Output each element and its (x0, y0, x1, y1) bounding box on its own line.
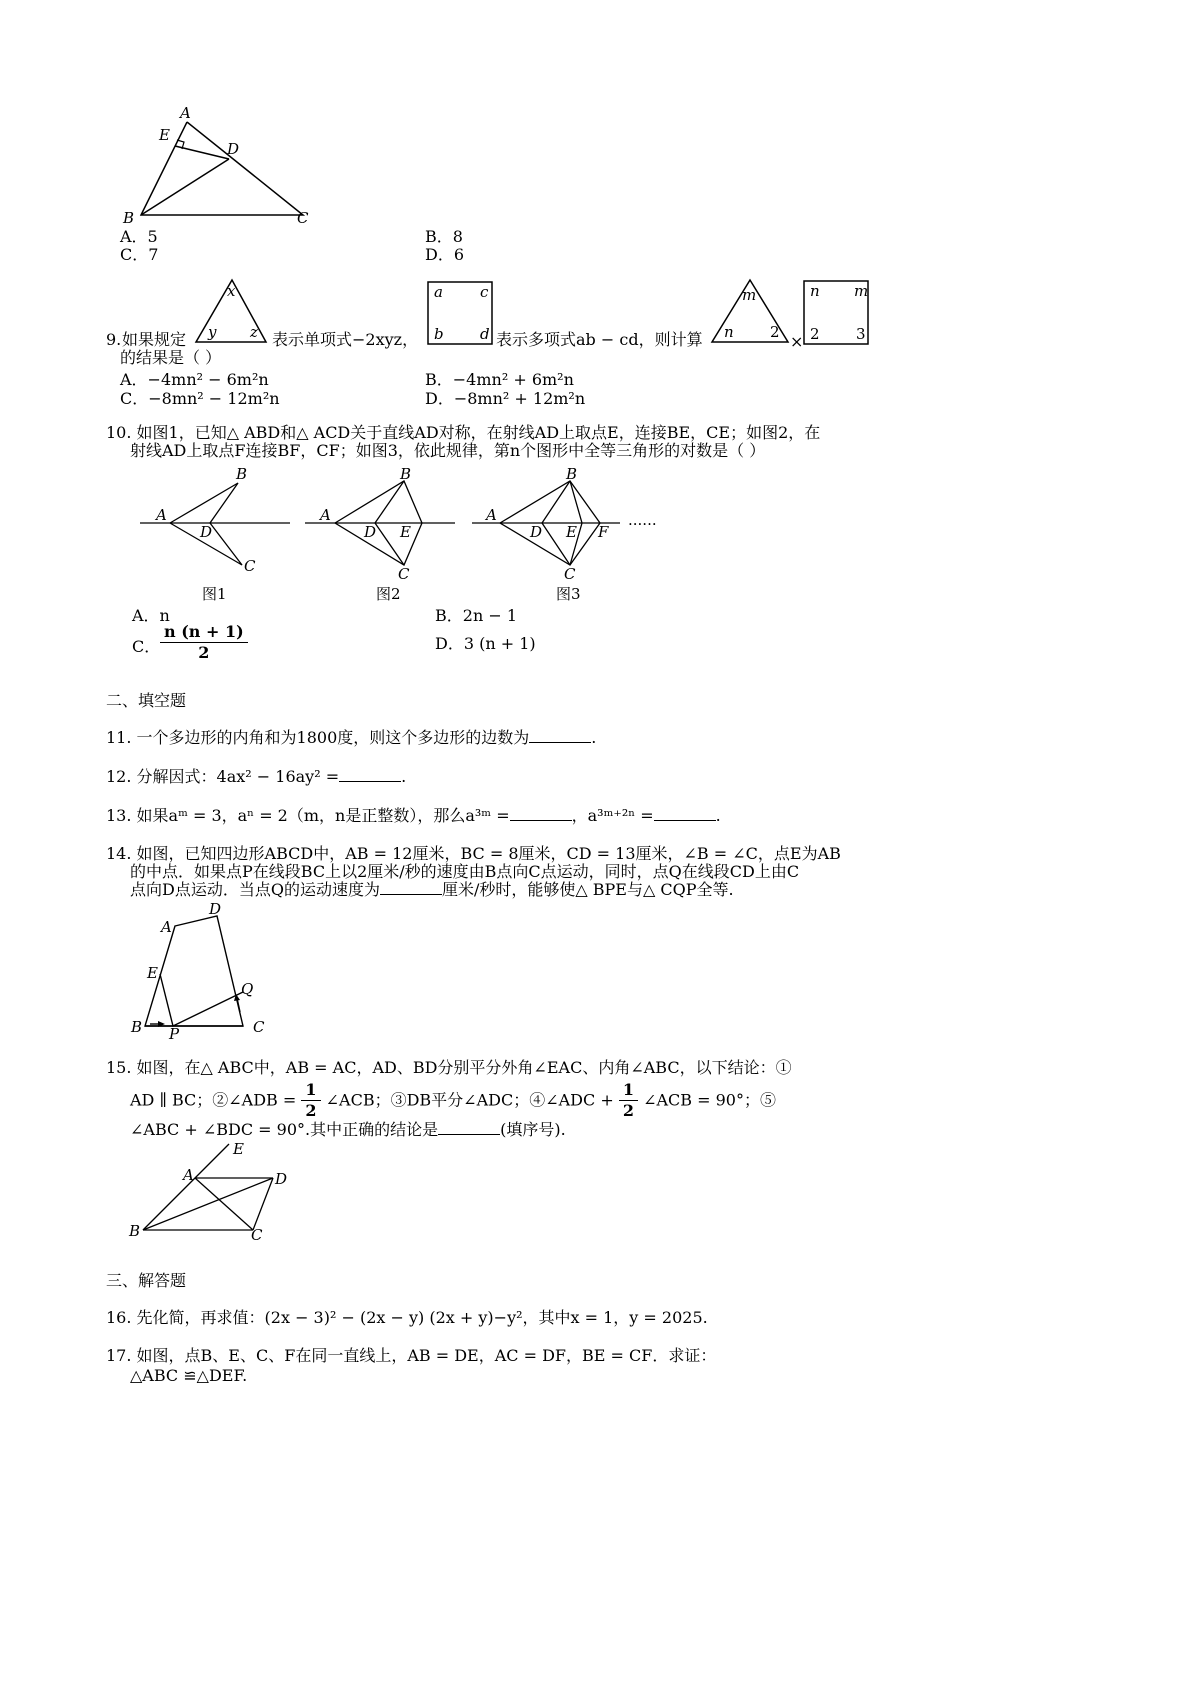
svg-text:A: A (320, 506, 331, 524)
svg-text:d: d (480, 325, 490, 343)
svg-text:m: m (742, 286, 757, 304)
svg-text:a: a (434, 283, 443, 301)
q10-line-2: 射线AD上取点F连接BF，CF；如图3，依此规律，第n个图形中全等三角形的对数是（ ） (130, 441, 766, 460)
q15-line-1: 15. 如图，在△ ABC中，AB = AC，AD、BD分别平分外角∠EAC、内角∠ABC，以下结论：① (106, 1058, 792, 1077)
svg-text:D: D (530, 523, 543, 541)
q14-line-3: 点向D点运动．当点Q的运动速度为 厘米/秒时，能够使△ BPE与△ CQP全等. (130, 880, 734, 899)
q8-figure (115, 100, 335, 230)
svg-text:D: D (275, 1170, 288, 1188)
q15-line-2: AD ∥ BC；②∠ADB = $\frac{1}{2}$ ∠ACB；③DB平分∠ADC；④∠ADC + $\frac{1}{2}$ ∠ACB = 90°；⑤ (130, 1080, 776, 1120)
q11: 11. 一个多边形的内角和为1800度，则这个多边形的边数为 . (106, 728, 597, 747)
svg-text:C: C (244, 557, 256, 575)
svg-text:B: B (131, 1018, 143, 1036)
q14-line-1: 14. 如图，已知四边形ABCD中，AB = 12厘米，BC = 8厘米，CD = 13厘米，∠B = ∠C，点E为AB (106, 844, 841, 863)
q9-mid-2: 表示多项式ab − cd，则计算 (496, 330, 703, 349)
q14-blank[interactable] (380, 880, 442, 895)
q9-option-c: C．−8mn² − 12m²n (120, 389, 280, 408)
q9-triangle-2 (706, 276, 792, 346)
q10-option-d: D．3 (n + 1) (435, 634, 536, 653)
q10-caption-1: 图1 (202, 585, 227, 603)
q12-blank[interactable] (339, 767, 401, 782)
svg-text:Q: Q (241, 980, 254, 998)
svg-text:B: B (236, 465, 248, 483)
q15-fraction-2: $\frac{1}{2}$ (619, 1080, 638, 1121)
svg-text:C: C (251, 1226, 263, 1244)
svg-text:C: C (398, 565, 410, 583)
svg-text:2: 2 (810, 325, 820, 343)
svg-text:A: A (161, 918, 172, 936)
svg-text:D: D (200, 523, 213, 541)
svg-text:z: z (250, 323, 258, 341)
svg-text:B: B (566, 465, 578, 483)
q17-line-1: 17. 如图，点B、E、C、F在同一直线上，AB = DE，AC = DF，BE = CF．求证： (106, 1346, 717, 1365)
q10-caption-2: 图2 (376, 585, 401, 603)
q14-line-2: 的中点．如果点P在线段BC上以2厘米/秒的速度由B点向C点运动，同时，点Q在线段CD上由C (130, 862, 800, 881)
q8-option-a: A．5 (120, 227, 158, 246)
q15-blank[interactable] (438, 1120, 500, 1135)
q8-label-b: B (123, 209, 135, 227)
q9-line-2: 的结果是（ ） (120, 348, 222, 367)
q13-blank-2[interactable] (654, 806, 716, 821)
q10-option-c-label: C． (132, 637, 161, 656)
q12: 12. 分解因式：4ax² − 16ay² = . (106, 767, 407, 786)
svg-text:b: b (434, 325, 444, 343)
q10-dots: ...... (628, 511, 657, 529)
svg-text:E: E (147, 964, 158, 982)
q15-line-3: ∠ABC + ∠BDC = 90°.其中正确的结论是 (填序号). (130, 1120, 566, 1139)
svg-text:c: c (480, 283, 489, 301)
svg-text:A: A (156, 506, 167, 524)
q8-option-d: D．6 (425, 245, 465, 264)
q11-blank[interactable] (529, 728, 591, 743)
svg-text:D: D (209, 900, 222, 918)
svg-text:E: E (566, 523, 577, 541)
svg-text:E: E (233, 1140, 244, 1158)
section-2-heading: 二、填空题 (106, 691, 187, 710)
svg-text:C: C (564, 565, 576, 583)
q9-number: 9. (106, 330, 122, 349)
q9-times: × (790, 332, 804, 351)
svg-text:B: B (400, 465, 412, 483)
q9-pre: 如果规定 (122, 330, 187, 349)
q15-fraction-1: $\frac{1}{2}$ (301, 1080, 320, 1121)
q14-figure (125, 900, 275, 1040)
q10-option-b: B．2n − 1 (435, 606, 518, 625)
svg-text:n: n (810, 282, 820, 300)
svg-text:F: F (598, 523, 609, 541)
q15-figure (125, 1140, 305, 1245)
q16: 16. 先化简，再求值：(2x − 3)² − (2x − y) (2x + y)−y²，其中x = 1，y = 2025. (106, 1308, 708, 1327)
q13: 13. 如果aᵐ = 3，aⁿ = 2（m，n是正整数），那么a³ᵐ = ，a³ᵐ⁺²ⁿ = . (106, 806, 721, 825)
svg-text:y: y (208, 323, 217, 341)
q10-line-1: 10. 如图1，已知△ ABD和△ ACD关于直线AD对称，在射线AD上取点E，连接BE，CE；如图2，在 (106, 423, 821, 442)
q9-rect-2 (802, 279, 872, 346)
svg-text:A: A (486, 506, 497, 524)
q17-line-2: △ABC ≌△DEF. (130, 1366, 248, 1385)
q8-label-d: D (227, 140, 240, 158)
q13-blank-1[interactable] (510, 806, 572, 821)
q8-option-c: C．7 (120, 245, 159, 264)
q9-option-a: A．−4mn² − 6m²n (120, 370, 269, 389)
q10-caption-3: 图3 (556, 585, 581, 603)
q9-option-b: B．−4mn² + 6m²n (425, 370, 574, 389)
svg-text:2: 2 (770, 323, 780, 341)
q9-option-d: D．−8mn² + 12m²n (425, 389, 586, 408)
q8-label-a: A (180, 104, 191, 122)
q10-option-c-fraction: $\frac{n (n + 1)}{2}$ (160, 622, 248, 663)
svg-text:n: n (724, 323, 734, 341)
q9-rect-1 (426, 280, 496, 346)
q8-label-e: E (159, 126, 170, 144)
q10-figures (130, 465, 670, 605)
q10-option-a: A．n (132, 606, 170, 625)
q9-mid-1: 表示单项式−2xyz， (272, 330, 419, 349)
q9-triangle-1 (190, 276, 270, 346)
svg-text:3: 3 (856, 325, 866, 343)
svg-text:m: m (854, 282, 869, 300)
svg-text:B: B (129, 1222, 141, 1240)
q8-label-c: C (297, 209, 309, 227)
svg-text:C: C (253, 1018, 265, 1036)
svg-text:D: D (364, 523, 377, 541)
section-3-heading: 三、解答题 (106, 1271, 187, 1290)
svg-text:A: A (183, 1166, 194, 1184)
q8-option-b: B．8 (425, 227, 463, 246)
svg-text:x: x (227, 282, 236, 300)
svg-text:E: E (400, 523, 411, 541)
svg-text:P: P (169, 1025, 180, 1040)
